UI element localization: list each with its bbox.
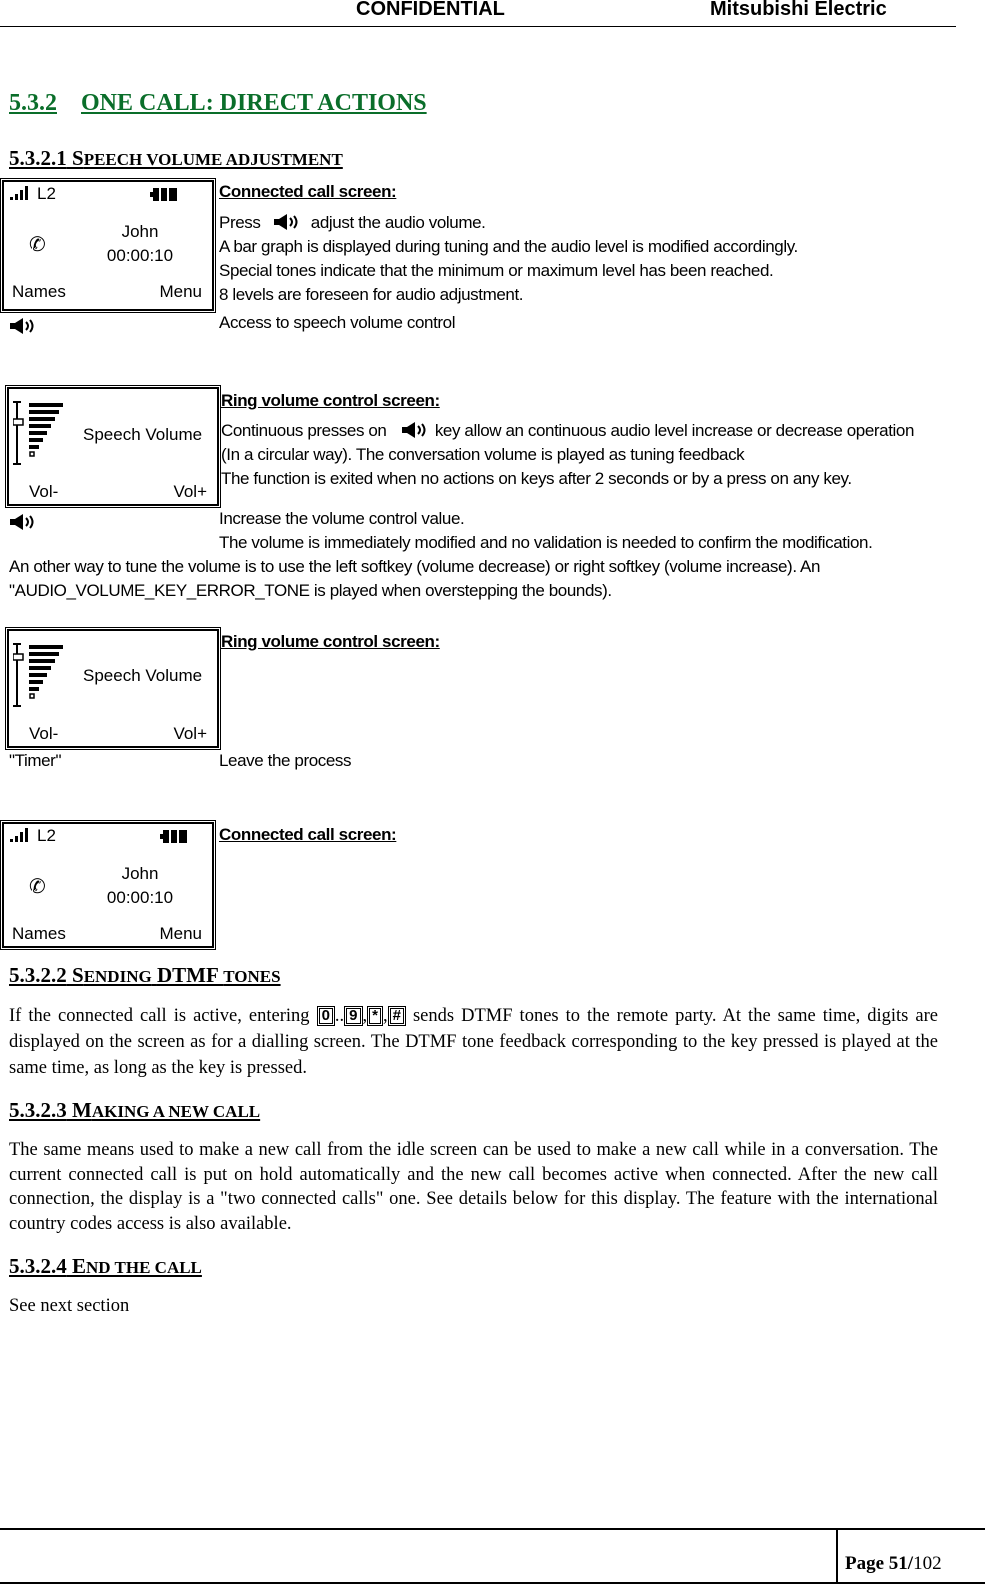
volume-description: [219, 211, 939, 307]
softkey-vol-minus[interactable]: Vol-: [29, 724, 59, 743]
softkey-vol-minus[interactable]: Vol-: [29, 482, 59, 501]
subsection-cap: M: [72, 1098, 92, 1122]
softkey-vol-plus[interactable]: Vol+: [173, 482, 207, 501]
connected-call-screen-title: Connected call screen:: [219, 182, 397, 201]
volume-key-icon: [8, 512, 38, 532]
description-line: A bar graph is displayed during tuning and the audio level is modified accordingly.: [219, 237, 798, 256]
speech-volume-label: Speech Volume: [83, 425, 203, 444]
page-footer: [0, 1528, 985, 1584]
timer-label: "Timer": [9, 751, 62, 770]
page-total: 102: [913, 1553, 942, 1574]
dtmf-text-end: sends DTMF tones to the remote party. At the same time, digits are displayed on the screen as for a dialling screen. The DTMF tone feedback corresponding to the key pressed is played at the same time, as long as the key is pressed.: [9, 1006, 938, 1078]
key-star: *: [367, 1006, 383, 1026]
signal-icon: [9, 827, 35, 843]
subsection-cap: S: [72, 963, 84, 987]
leave-process-description: Leave the process: [219, 751, 352, 770]
description-line: 8 levels are foreseen for audio adjustment.: [219, 285, 524, 304]
subsection-rest: TONES: [223, 967, 281, 986]
phone-handset-icon: ✆: [29, 234, 46, 256]
subsection-cap: E: [72, 1254, 87, 1278]
description-line: An other way to tune the volume is to use the left softkey (volume decrease) or right softkey (volume increase). An: [9, 557, 821, 576]
signal-icon: [9, 185, 35, 201]
softkey-left-names[interactable]: Names: [12, 282, 66, 301]
volume-key-icon: [8, 316, 38, 336]
subsection-number: 5.3.2.2: [9, 963, 67, 987]
subsection-title-end-call: [9, 1254, 202, 1279]
continuous-press-description: [221, 419, 961, 491]
section-number: 5.3.2: [9, 90, 57, 116]
new-call-paragraph: The same means used to make a new call from the idle screen can be used to make a new call while in a conversation. The current connected call is put on hold automatically and the new call becomes active when connected. After the new call connection, the display is a "two connected calls" one. See details below for this display. The feature with the international country codes access is also available.: [9, 1140, 938, 1234]
softkey-left-names[interactable]: Names: [12, 924, 66, 943]
volume-level-bar-icon: [13, 401, 73, 471]
description-line: (In a circular way). The conversation volume is played as tuning feedback: [221, 445, 745, 464]
caller-name: John: [121, 864, 159, 883]
speech-volume-screen: [7, 629, 219, 748]
line-indicator: L2: [37, 184, 56, 203]
softkey-right-menu[interactable]: Menu: [159, 924, 202, 943]
subsection-number: 5.3.2.4: [9, 1254, 67, 1278]
subsection-rest: PEECH VOLUME ADJUSTMENT: [83, 150, 343, 169]
key-hash: #: [388, 1006, 406, 1026]
softkey-vol-plus[interactable]: Vol+: [173, 724, 207, 743]
dtmf-text: If the connected call is active, entering: [9, 1006, 310, 1026]
section-title: [9, 90, 427, 117]
subsection-title-dtmf: [9, 963, 281, 988]
press-text-end: adjust the audio volume.: [310, 213, 486, 232]
speech-volume-label: Speech Volume: [83, 666, 203, 685]
company-name: Mitsubishi Electric: [710, 0, 887, 20]
volume-level-bar-icon: [13, 643, 73, 713]
phone-handset-icon: ✆: [29, 876, 46, 898]
key-description: Access to speech volume control: [219, 313, 456, 332]
subsection-cap: S: [72, 146, 84, 170]
section-title-text: ONE CALL: DIRECT ACTIONS: [81, 90, 427, 116]
battery-icon: [150, 187, 178, 202]
subsection-dtmf: DTMF: [156, 963, 218, 987]
press-text: Press: [219, 213, 261, 232]
description-line: Increase the volume control value.: [219, 509, 465, 528]
increase-description: [219, 507, 872, 555]
softkey-right-menu[interactable]: Menu: [159, 282, 202, 301]
confidential-label: CONFIDENTIAL: [356, 0, 505, 20]
subsection-title-new-call: [9, 1098, 260, 1123]
connected-call-screen-title: Connected call screen:: [219, 825, 397, 844]
speech-volume-screen: [7, 387, 219, 506]
key-range-dots: ..: [334, 1006, 345, 1026]
volume-key-icon: [271, 213, 305, 231]
ring-volume-screen-title: Ring volume control screen:: [221, 632, 440, 651]
ring-volume-screen-title: Ring volume control screen:: [221, 391, 440, 410]
description-line: The volume is immediately modified and no validation is needed to confirm the modification.: [219, 533, 873, 552]
softkey-alternative-description: [9, 555, 959, 603]
caller-name: John: [121, 222, 159, 241]
description-line: The function is exited when no actions on keys after 2 seconds or by a press on any key.: [221, 469, 852, 488]
key-9: 9: [344, 1006, 362, 1026]
dtmf-paragraph: If the connected call is active, entering 0 .. 9 , * , # sends DTMF tones to the remote party. At the same time, digits are displayed on the screen as for a dialling screen. The DTMF tone feedback corresponding to the key pressed is played at the same time, as long as the key is pressed.: [9, 1006, 938, 1078]
continuous-text-end: key allow an continuous audio level increase or decrease operation: [434, 421, 915, 440]
call-duration: 00:00:10: [106, 246, 174, 265]
description-line: "AUDIO_VOLUME_KEY_ERROR_TONE is played when overstepping the bounds).: [9, 581, 612, 600]
connected-call-screen: [2, 180, 214, 311]
volume-key-icon: [399, 421, 433, 439]
continuous-text: Continuous presses on: [221, 421, 387, 440]
call-duration: 00:00:10: [106, 888, 174, 907]
battery-icon: [160, 829, 188, 844]
page-header: [0, 0, 956, 27]
subsection-title-speech-volume: [9, 146, 343, 171]
subsection-rest: ENDING: [83, 967, 152, 986]
line-indicator: L2: [37, 826, 56, 845]
description-line: Special tones indicate that the minimum or maximum level has been reached.: [219, 261, 774, 280]
page-label: Page 51/: [845, 1553, 914, 1574]
subsection-rest: AKING A NEW CALL: [91, 1102, 261, 1121]
subsection-rest: ND THE CALL: [86, 1258, 202, 1277]
subsection-number: 5.3.2.3: [9, 1098, 67, 1122]
end-call-paragraph: See next section: [9, 1296, 130, 1316]
key-0: 0: [317, 1006, 335, 1026]
subsection-number: 5.3.2.1: [9, 146, 67, 170]
connected-call-screen: [2, 822, 214, 948]
